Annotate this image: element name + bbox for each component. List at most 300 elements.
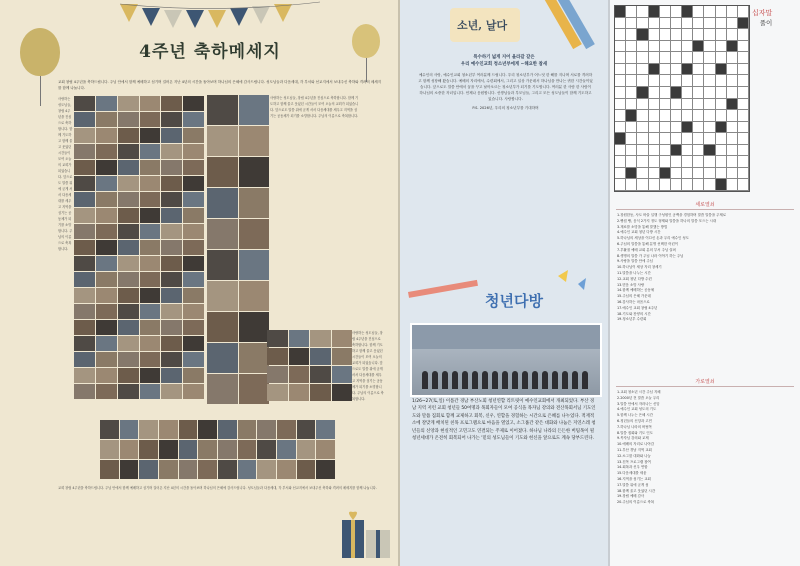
photo-thumbnail (316, 420, 335, 439)
crossword-cell[interactable] (660, 99, 671, 111)
photo-thumbnail (96, 160, 117, 175)
crossword-cell[interactable] (615, 64, 626, 76)
crossword-cell[interactable] (704, 145, 715, 157)
photo-thumbnail (74, 128, 95, 143)
crossword-cell[interactable] (716, 156, 727, 168)
crossword-cell[interactable] (704, 99, 715, 111)
crossword-cell[interactable] (727, 145, 738, 157)
crossword-cell[interactable] (660, 87, 671, 99)
photo-thumbnail (218, 420, 237, 439)
clue-item: 8.말씀 집회와 기도 인도 (617, 430, 653, 435)
crossword-cell[interactable] (693, 179, 704, 191)
youth-subtitle (410, 54, 598, 68)
young-adult-report: 1/26~27(토,일) 이틀간 경남 부산노회 청년연합 리트릿이 예수인교회에서 개최되었다. 부산 경남 지역 저런 교회 청년들 50여명과 목회자들이 모여 공식을 목자님 강의와 전산목회서님 기도인도와 말씀 집회로 함께 교제하고 회복, 신우, 연합을 경험하는 시간으로 은혜를 나누었다. 적재적소에 잘맞게 배치된 친목 프로그램으로 마음을 열었고, 소그룹간 같은 대화와 나눔은 지연스레 청년들의 신앙과 현실적인 고민고도 연결되는 주제로 이어졌다. 하나님 나라의 든든한 버팀목이 될 청년세대가 온전히 회복되어 나가는 '믿의 성도님들이 기도와 헌신을 앞으로도 계속 당부드린다. (412, 399, 596, 442)
photo-thumbnail (207, 374, 238, 404)
crossword-cell[interactable] (682, 110, 693, 122)
crossword-cell[interactable] (637, 99, 648, 111)
crossword-cell[interactable] (660, 179, 671, 191)
crossword-cell[interactable] (727, 6, 738, 18)
clue-item: 11.부산 경남 지역 교회 (617, 447, 652, 452)
photo-thumbnail (198, 440, 217, 459)
crossword-cell[interactable] (738, 64, 749, 76)
crossword-cell[interactable] (671, 122, 682, 134)
crossword-cell[interactable] (660, 18, 671, 30)
crossword-cell[interactable] (727, 110, 738, 122)
crossword-cell[interactable] (637, 75, 648, 87)
crossword-cell[interactable] (649, 179, 660, 191)
crossword-cell[interactable] (626, 64, 637, 76)
balloon-icon (352, 24, 380, 58)
crossword-cell[interactable] (716, 52, 727, 64)
photo-thumbnail (183, 96, 204, 111)
crossword-cell[interactable] (626, 122, 637, 134)
crossword-cell[interactable] (738, 145, 749, 157)
photo-thumbnail (161, 240, 182, 255)
clue-item: 6.청년들의 신앙과 고민 (617, 418, 652, 423)
crossword-cell[interactable] (649, 122, 660, 134)
crossword-cell[interactable] (727, 122, 738, 134)
photo-thumbnail (316, 440, 335, 459)
photo-thumbnail (140, 128, 161, 143)
photo-thumbnail (239, 126, 270, 156)
crossword-cell[interactable] (637, 145, 648, 157)
crossword-cell[interactable] (626, 41, 637, 53)
photo-thumbnail (183, 208, 204, 223)
crossword-cell[interactable] (660, 145, 671, 157)
crossword-cell[interactable] (637, 156, 648, 168)
crossword-cell[interactable] (693, 41, 704, 53)
crossword-cell[interactable] (727, 41, 738, 53)
crossword-cell[interactable] (727, 64, 738, 76)
photo-thumbnail (96, 384, 117, 399)
crossword-cell[interactable] (738, 133, 749, 145)
crossword-cell[interactable] (738, 110, 749, 122)
crossword-cell[interactable] (693, 87, 704, 99)
crossword-cell[interactable] (704, 156, 715, 168)
crossword-cell[interactable] (671, 64, 682, 76)
photo-thumbnail (140, 320, 161, 335)
photo-thumbnail (159, 460, 178, 479)
crossword-cell[interactable] (682, 52, 693, 64)
photo-thumbnail (140, 384, 161, 399)
crossword-cell[interactable] (738, 6, 749, 18)
crossword-cell[interactable] (727, 29, 738, 41)
photo-thumbnail (96, 336, 117, 351)
crossword-cell[interactable] (738, 75, 749, 87)
crossword-cell[interactable] (682, 6, 693, 18)
crossword-cell[interactable] (727, 75, 738, 87)
crossword-cell[interactable] (626, 156, 637, 168)
crossword-cell[interactable] (704, 52, 715, 64)
crossword-cell[interactable] (615, 156, 626, 168)
youth-subtitle-line: 우리 예수인교회 청소년부에게 ~해요한 참새 (460, 62, 548, 67)
crossword-cell[interactable] (660, 133, 671, 145)
crossword-cell[interactable] (671, 6, 682, 18)
young-adult-title-text: 청년다방 (485, 292, 543, 310)
crossword-cell[interactable] (693, 29, 704, 41)
crossword-cell[interactable] (704, 29, 715, 41)
crossword-cell[interactable] (660, 122, 671, 134)
crossword-cell[interactable] (637, 64, 648, 76)
crossword-cell[interactable] (626, 133, 637, 145)
crossword-cell[interactable] (693, 6, 704, 18)
photo-thumbnail (96, 192, 117, 207)
photo-thumbnail (74, 176, 95, 191)
photo-thumbnail (161, 320, 182, 335)
down-clues (617, 390, 793, 506)
photo-thumbnail (96, 176, 117, 191)
crossword-cell[interactable] (716, 41, 727, 53)
crossword-grid (614, 5, 750, 192)
crossword-cell[interactable] (693, 168, 704, 180)
clue-item: 6.주님의 말씀을 통해 분명 선택한 어린이 (617, 241, 679, 246)
photo-thumbnail (140, 336, 161, 351)
crossword-cell[interactable] (660, 110, 671, 122)
crossword-cell[interactable] (693, 156, 704, 168)
clue-item: 12.소그룹 대화와 나눔 (617, 453, 651, 458)
crossword-cell[interactable] (727, 133, 738, 145)
photo-thumbnail (118, 128, 139, 143)
crossword-cell[interactable] (704, 87, 715, 99)
crossword-cell[interactable] (649, 52, 660, 64)
crossword-cell[interactable] (637, 179, 648, 191)
photo-thumbnail (159, 440, 178, 459)
crossword-cell[interactable] (615, 110, 626, 122)
crossword-cell[interactable] (671, 52, 682, 64)
clue-item: 16.감사하는 마음으로 (617, 299, 650, 304)
crossword-title-bottom: 풀이 (759, 19, 773, 27)
photo-thumbnail (140, 288, 161, 303)
crossword-cell[interactable] (649, 99, 660, 111)
photo-thumbnail (74, 288, 95, 303)
crossword-cell[interactable] (671, 133, 682, 145)
photo-thumbnail (96, 256, 117, 271)
crossword-cell[interactable] (738, 99, 749, 111)
crossword-cell[interactable] (615, 41, 626, 53)
crossword-cell[interactable] (738, 168, 749, 180)
photo-thumbnail (257, 420, 276, 439)
crossword-cell[interactable] (626, 18, 637, 30)
photo-thumbnail (161, 288, 182, 303)
crossword-cell[interactable] (693, 99, 704, 111)
crossword-cell[interactable] (738, 87, 749, 99)
crossword-cell[interactable] (626, 168, 637, 180)
photo-thumbnail (139, 460, 158, 479)
crossword-cell[interactable] (660, 6, 671, 18)
photo-thumbnail (161, 304, 182, 319)
photo-thumbnail (74, 256, 95, 271)
crossword-cell[interactable] (649, 64, 660, 76)
crossword-cell[interactable] (727, 18, 738, 30)
crossword-cell[interactable] (660, 64, 671, 76)
crossword-cell[interactable] (682, 179, 693, 191)
photo-thumbnail (74, 224, 95, 239)
photo-thumbnail (100, 460, 119, 479)
crossword-cell[interactable] (615, 145, 626, 157)
photo-thumbnail (161, 256, 182, 271)
photo-thumbnail (310, 366, 331, 383)
crossword-cell[interactable] (727, 52, 738, 64)
crossword-cell[interactable] (716, 18, 727, 30)
photo-thumbnail (332, 366, 353, 383)
crossword-cell[interactable] (738, 29, 749, 41)
crossword-cell[interactable] (626, 99, 637, 111)
crossword-cell[interactable] (626, 145, 637, 157)
crossword-cell[interactable] (649, 168, 660, 180)
crossword-cell[interactable] (716, 145, 727, 157)
photo-thumbnail (161, 192, 182, 207)
crossword-cell[interactable] (637, 133, 648, 145)
crossword-cell[interactable] (727, 168, 738, 180)
crossword-cell[interactable] (704, 41, 715, 53)
crossword-cell[interactable] (649, 87, 660, 99)
crossword-cell[interactable] (704, 168, 715, 180)
crossword-cell[interactable] (738, 122, 749, 134)
photo-thumbnail (161, 176, 182, 191)
across-clues (617, 213, 793, 323)
photo-thumbnail (140, 144, 161, 159)
crossword-cell[interactable] (649, 145, 660, 157)
crossword-cell[interactable] (637, 29, 648, 41)
photo-mosaic (74, 96, 204, 396)
crossword-cell[interactable] (637, 52, 648, 64)
crossword-cell[interactable] (649, 110, 660, 122)
photo-thumbnail (161, 160, 182, 175)
crossword-cell[interactable] (693, 52, 704, 64)
crossword-cell[interactable] (716, 29, 727, 41)
crossword-cell[interactable] (704, 110, 715, 122)
crossword-cell[interactable] (649, 41, 660, 53)
crossword-cell[interactable] (704, 6, 715, 18)
photo-thumbnail (118, 224, 139, 239)
crossword-cell[interactable] (693, 64, 704, 76)
crossword-cell[interactable] (682, 99, 693, 111)
clue-item: 15.주님의 은혜 가운데 (617, 294, 651, 299)
crossword-cell[interactable] (682, 122, 693, 134)
clue-item: 5.함께 나누는 은혜 시간 (617, 413, 653, 418)
crossword-cell[interactable] (682, 156, 693, 168)
crossword-cell[interactable] (649, 29, 660, 41)
photo-thumbnail (183, 320, 204, 335)
crossword-cell[interactable] (704, 133, 715, 145)
crossword-cell[interactable] (738, 156, 749, 168)
photo-thumbnail (239, 219, 270, 249)
crossword-cell[interactable] (626, 75, 637, 87)
balloon-string (366, 58, 367, 82)
crossword-cell[interactable] (671, 99, 682, 111)
photo-mosaic (207, 95, 269, 395)
crossword-cell[interactable] (615, 133, 626, 145)
crossword-cell[interactable] (682, 18, 693, 30)
photo-thumbnail (140, 176, 161, 191)
crossword-cell[interactable] (716, 87, 727, 99)
crossword-cell[interactable] (682, 41, 693, 53)
crossword-cell[interactable] (727, 87, 738, 99)
crossword-cell[interactable] (649, 18, 660, 30)
crossword-cell[interactable] (738, 179, 749, 191)
crossword-cell[interactable] (693, 122, 704, 134)
crossword-cell[interactable] (637, 110, 648, 122)
photo-thumbnail (118, 320, 139, 335)
crossword-cell[interactable] (615, 6, 626, 18)
crossword-cell[interactable] (682, 87, 693, 99)
photo-thumbnail (140, 272, 161, 287)
crossword-cell[interactable] (615, 168, 626, 180)
photo-thumbnail (277, 460, 296, 479)
photo-thumbnail (183, 384, 204, 399)
crossword-cell[interactable] (660, 41, 671, 53)
photo-thumbnail (207, 250, 238, 280)
crossword-cell[interactable] (727, 156, 738, 168)
crossword-cell[interactable] (716, 110, 727, 122)
clue-item: 11.말씀을 나누는 시간 (617, 270, 651, 275)
crossword-cell[interactable] (660, 75, 671, 87)
crossword-cell[interactable] (660, 29, 671, 41)
crossword-cell[interactable] (716, 168, 727, 180)
crossword-cell[interactable] (693, 75, 704, 87)
crossword-cell[interactable] (671, 29, 682, 41)
crossword-cell[interactable] (671, 18, 682, 30)
crossword-cell[interactable] (693, 133, 704, 145)
crossword-cell[interactable] (671, 179, 682, 191)
crossword-cell[interactable] (682, 168, 693, 180)
crossword-cell[interactable] (671, 87, 682, 99)
crossword-cell[interactable] (615, 52, 626, 64)
photo-thumbnail (332, 384, 353, 401)
crossword-cell[interactable] (704, 64, 715, 76)
down-header: 가로열쇠 (695, 379, 715, 385)
photo-thumbnail (118, 256, 139, 271)
crossword-cell[interactable] (738, 52, 749, 64)
photo-thumbnail (74, 320, 95, 335)
crossword-cell[interactable] (637, 6, 648, 18)
crossword-cell[interactable] (716, 133, 727, 145)
crossword-cell[interactable] (637, 168, 648, 180)
crossword-cell[interactable] (682, 64, 693, 76)
group-photo (410, 323, 602, 397)
photo-thumbnail (96, 240, 117, 255)
crossword-cell[interactable] (660, 156, 671, 168)
clue-item: 1.창원한동, 사도 바울 일행 구성원인 공백을 경험하며 말씀 말씀을 주제로 (617, 213, 726, 217)
photo-thumbnail (120, 420, 139, 439)
crossword-cell[interactable] (704, 75, 715, 87)
message-column: 사랑하는 성도님들, 창립 4주년을 진심으로 축하합니다. 함께 기도하고 함께 울고 웃었던 시간들이 모여 오늘의 교회가 되었습니다. 앞으로도 말씀 위에 굳게 서서 다음세대를 세우고 지역을 섬기는 공동체가 되기를 소망합니다. 주님의 이름으로 축복합니다. (352, 331, 384, 401)
crossword-cell[interactable] (615, 99, 626, 111)
crossword-cell[interactable] (649, 75, 660, 87)
crossword-cell[interactable] (716, 6, 727, 18)
crossword-cell[interactable] (615, 87, 626, 99)
clue-item: 3.말씀 안에서 자라나는 신앙 (617, 401, 660, 406)
crossword-cell[interactable] (682, 29, 693, 41)
crossword-cell[interactable] (626, 87, 637, 99)
clue-item: 4.예수인 교회 성도의 기도 (617, 407, 657, 412)
young-adult-title (485, 290, 543, 311)
crossword-cell[interactable] (660, 168, 671, 180)
crossword-cell[interactable] (682, 145, 693, 157)
crossword-cell[interactable] (660, 52, 671, 64)
crossword-cell[interactable] (649, 133, 660, 145)
section-rule (616, 386, 794, 387)
photo-thumbnail (161, 96, 182, 111)
crossword-cell[interactable] (649, 156, 660, 168)
youth-page (400, 0, 608, 566)
crossword-cell[interactable] (716, 99, 727, 111)
crossword-cell[interactable] (682, 75, 693, 87)
crossword-cell[interactable] (637, 18, 648, 30)
crossword-cell[interactable] (637, 41, 648, 53)
crossword-cell[interactable] (682, 133, 693, 145)
crossword-cell[interactable] (626, 179, 637, 191)
crossword-cell[interactable] (615, 18, 626, 30)
photo-thumbnail (118, 304, 139, 319)
crossword-cell[interactable] (738, 41, 749, 53)
crossword-cell[interactable] (716, 122, 727, 134)
clue-item: 13.친목 프로그램 참여 (617, 459, 651, 464)
photo-thumbnail (183, 256, 204, 271)
crossword-cell[interactable] (727, 179, 738, 191)
crossword-cell[interactable] (671, 145, 682, 157)
photo-thumbnail (207, 188, 238, 218)
crossword-cell[interactable] (704, 179, 715, 191)
crossword-cell[interactable] (615, 179, 626, 191)
crossword-cell[interactable] (671, 156, 682, 168)
crossword-cell[interactable] (637, 87, 648, 99)
crossword-cell[interactable] (693, 110, 704, 122)
crossword-cell[interactable] (704, 18, 715, 30)
crossword-cell[interactable] (671, 75, 682, 87)
crossword-cell[interactable] (626, 29, 637, 41)
photo-thumbnail (161, 336, 182, 351)
crossword-cell[interactable] (671, 168, 682, 180)
photo-thumbnail (179, 460, 198, 479)
photo-thumbnail (310, 330, 331, 347)
photo-thumbnail (239, 250, 270, 280)
photo-thumbnail (161, 384, 182, 399)
crossword-cell[interactable] (693, 145, 704, 157)
photo-thumbnail (183, 176, 204, 191)
crossword-cell[interactable] (671, 41, 682, 53)
crossword-page (610, 0, 800, 566)
crossword-cell[interactable] (626, 110, 637, 122)
crossword-cell[interactable] (727, 99, 738, 111)
crossword-cell[interactable] (704, 122, 715, 134)
clue-item: 7.부활절 예배 교회 분의 부서 주님 살펴 (617, 247, 676, 252)
crossword-cell[interactable] (626, 52, 637, 64)
photo-thumbnail (183, 144, 204, 159)
crossword-cell[interactable] (738, 18, 749, 30)
crossword-cell[interactable] (693, 18, 704, 30)
photo-thumbnail (96, 320, 117, 335)
photo-thumbnail (140, 224, 161, 239)
crossword-cell[interactable] (637, 122, 648, 134)
crossword-cell[interactable] (716, 179, 727, 191)
gift-icon (340, 500, 394, 560)
photo-thumbnail (140, 352, 161, 367)
photo-thumbnail (332, 348, 353, 365)
photo-thumbnail (310, 384, 331, 401)
crossword-cell[interactable] (615, 75, 626, 87)
photo-thumbnail (183, 352, 204, 367)
photo-thumbnail (207, 126, 238, 156)
crossword-cell[interactable] (615, 122, 626, 134)
crossword-cell[interactable] (671, 110, 682, 122)
crossword-cell[interactable] (649, 6, 660, 18)
crossword-cell[interactable] (615, 29, 626, 41)
clue-item: 8.생명의 말씀 가 주님 나라 이야기 하는 주님 (617, 253, 684, 258)
crossword-cell[interactable] (716, 64, 727, 76)
crossword-cell[interactable] (716, 75, 727, 87)
crossword-cell[interactable] (626, 6, 637, 18)
